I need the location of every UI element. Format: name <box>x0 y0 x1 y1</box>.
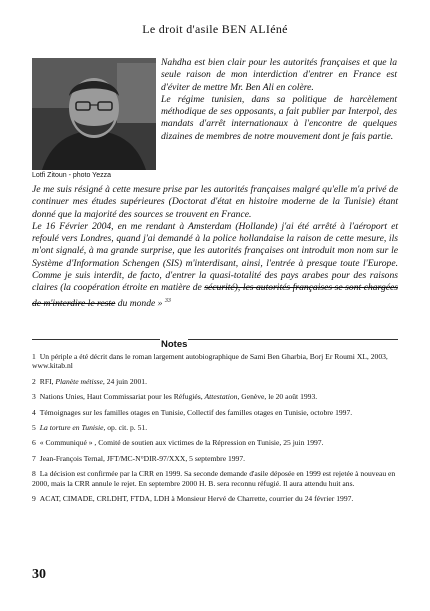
footnote <box>32 423 398 432</box>
footnote-text: Un périple a été décrit dans le roman largement autobiographique de Sami Ben Gharbia, Borj Er Roumi XL, 2003, www.kitab.nl <box>32 352 388 371</box>
struck-text: sécurité), les autorités françaises se sont chargées de m'interdire le reste <box>32 282 398 309</box>
footnote-text: Jean-François Ternal, JFT/MC-N°DIR-97/XXX, 5 septembre 1997. <box>39 453 246 463</box>
photo-caption: Lotfi Zitoun - photo Yezza <box>32 172 111 179</box>
body-paragraph-text: Le 16 Février 2004, en me rendant à Amsterdam (Hollande) j'ai été arrêté à l'aéroport et refoulé vers Londres, quand j'ai demandé à la police hollandaise la raison de cette mesure, ils m'ont signalé, à ma grande surprise, que les autorités françaises ont introduit mon nom sur le Système d'Information Schengen (SIS) m'interdisant, ainsi, l'entrée à presque toute l'Europe. Comme je suis interdit, de facto, d'entrer la quasi-totalité des pays arabes pour des raisons claires (la coopération étroite en matière de <box>32 220 398 294</box>
notes-divider <box>32 339 398 340</box>
body-text <box>32 184 398 310</box>
author-photo <box>32 58 156 170</box>
footnote <box>32 408 398 417</box>
footnote-number: 2 <box>32 376 36 386</box>
footnote-number: 9 <box>32 494 36 504</box>
body-paragraph <box>32 221 398 310</box>
body-paragraph: Je me suis résigné à cette mesure prise par les autorités françaises malgré qu'elle m'a privé de continuer mes études supérieures (Doctorat d'état en histoire moderne de la Tunisie) étant donné que la majorité des sources se trouvent en France. <box>32 184 398 220</box>
footnote-text: RFI, <box>39 376 56 386</box>
footnote-text-end: , Genève, le 20 août 1993. <box>237 392 318 402</box>
page-number: 30 <box>32 567 46 582</box>
footnote-number: 4 <box>32 407 36 417</box>
footnote <box>32 377 398 386</box>
notes-heading: Notes <box>161 339 188 350</box>
footnote <box>32 469 398 488</box>
footnote-title: La torture en Tunisie <box>39 423 104 433</box>
footnote-number: 5 <box>32 423 36 433</box>
footnote-number: 6 <box>32 438 36 448</box>
footnote-number: 3 <box>32 392 36 402</box>
footnote-text: ACAT, CIMADE, CRLDHT, FTDA, LDH à Monsieur Hervé de Charrette, courrier du 24 février 1997. <box>39 494 354 504</box>
footnote <box>32 454 398 463</box>
footnote <box>32 494 398 503</box>
side-paragraph: Le régime tunisien, dans sa politique de harcèlement méthodique de ses opposants, a fait publier par Interpol, des mandats d'arrêt internationaux à l'encontre de quelques dizaines de membres de notre mouvement dont je fais partie. <box>161 93 397 142</box>
footnote-number: 1 <box>32 352 36 361</box>
footnote-number: 8 <box>32 469 36 479</box>
footnote-title: Planète métisse <box>55 376 103 386</box>
footnote-text: Témoignages sur les familles otages en Tunisie, Collectif des familles otages en Tunisie, octobre 1997. <box>39 407 353 417</box>
footnote-text: Nations Unies, Haut Commissariat pour les Réfugiés, <box>39 392 205 402</box>
footnote <box>32 392 398 401</box>
footnote <box>32 438 398 447</box>
body-paragraph-end: du monde » <box>117 297 163 309</box>
footnote-text: La décision est confirmée par la CRR en 1999. Sa seconde demande d'asile déposée en 1999 est rejetée à nouveau en 2000, mais la CRR annule le rejet. En septembre 2000 H. B. sera reconnu réfugié. Il aura attendu huit ans. <box>32 469 396 488</box>
footnote-text-end: , op. cit. p. 51. <box>103 423 148 433</box>
footnote-number: 7 <box>32 453 36 463</box>
running-title: Le droit d'asile BEN ALIéné <box>142 22 288 36</box>
side-paragraph: Nahdha est bien clair pour les autorités françaises et que la seule raison de mon interdiction d'entrer en France est d'éviter de mettre Mr. Ben Ali en colère. <box>161 57 397 93</box>
notes-list <box>32 352 398 509</box>
footnote-text: « Communiqué » , Comité de soutien aux victimes de la Répression en Tunisie, 25 juin 1997. <box>39 438 324 448</box>
footnote-ref: 33 <box>164 297 171 304</box>
side-text <box>161 57 397 143</box>
footnote-text-end: , 24 juin 2001. <box>102 376 147 386</box>
footnote-title: Attestation <box>204 392 238 402</box>
footnote <box>32 352 398 371</box>
